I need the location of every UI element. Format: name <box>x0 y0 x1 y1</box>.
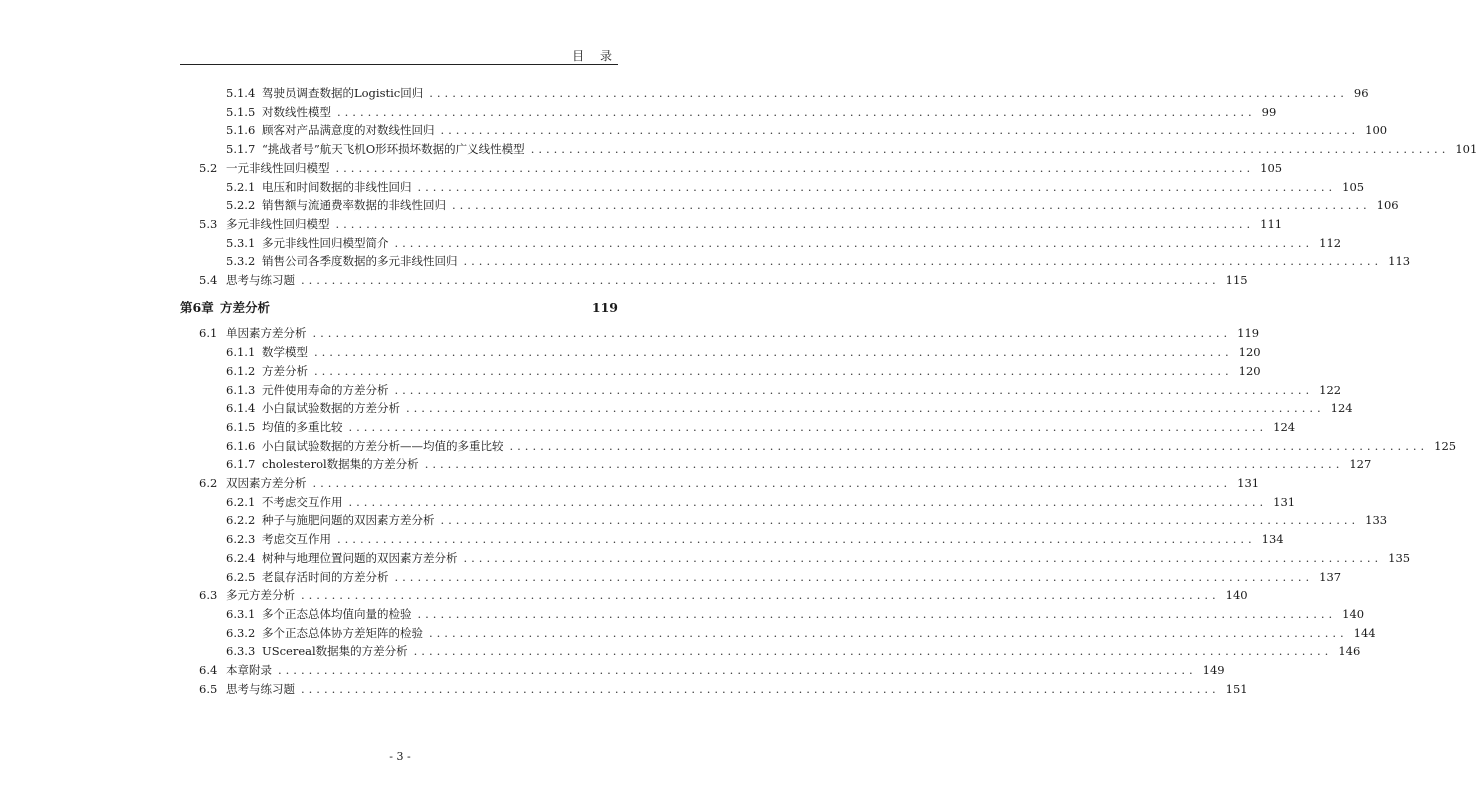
toc-dot-leader: ........................................................................................................................ <box>312 326 1232 341</box>
toc-page-number: 101 <box>1455 142 1477 157</box>
running-head: 目 录 <box>572 49 618 63</box>
toc-dot-leader: ........................................................................................................................ <box>429 625 1348 640</box>
toc-page-number: 125 <box>1434 438 1457 453</box>
toc-subsection-entry[interactable] <box>226 234 1342 252</box>
toc-dot-leader: ........................................................................................................................ <box>314 363 1233 378</box>
toc-dot-leader: ........................................................................................................................ <box>413 644 1333 659</box>
toc-section-entry[interactable] <box>199 324 1260 342</box>
toc-entry-number: 6.4 <box>199 663 218 677</box>
toc-entry-title: 种子与施肥问题的双因素方差分析 <box>262 513 435 528</box>
toc-page-number: 119 <box>1237 326 1260 341</box>
toc-entry-title: “挑战者号”航天飞机O形环损坏数据的广义线性模型 <box>262 142 525 157</box>
toc-entry-number: 6.1.4 <box>226 401 256 416</box>
toc-entry-title: UScereal数据集的方差分析 <box>262 644 408 659</box>
toc-page-number: 131 <box>1273 494 1296 509</box>
toc-entry-number: 6.1.1 <box>226 345 256 360</box>
toc-entry-number: 6.3 <box>199 588 218 603</box>
toc-entry-title: 双因素方差分析 <box>226 476 307 490</box>
toc-dot-leader: ........................................................................................................................ <box>394 569 1314 584</box>
toc-page-number: 105 <box>1342 179 1365 194</box>
toc-dot-leader: ........................................................................................................................ <box>314 345 1233 360</box>
toc-entry-title: 驾驶员调查数据的Logistic回归 <box>262 86 424 100</box>
toc-page-number: 100 <box>1365 123 1388 138</box>
toc-entry-title: 方差分析 <box>262 363 308 378</box>
toc-entry-title: 思考与练习题 <box>226 273 295 287</box>
toc-subsection-entry[interactable] <box>226 399 1353 417</box>
toc-dot-leader: ........................................................................................................................ <box>394 235 1314 250</box>
toc-subsection-entry[interactable] <box>226 624 1376 642</box>
toc-section-entry[interactable] <box>199 159 1283 177</box>
toc-entry-number: 6.2.2 <box>226 513 256 528</box>
toc-entry-title: 数学模型 <box>262 345 308 360</box>
toc-subsection-entry[interactable] <box>226 493 1296 511</box>
toc-subsection-entry[interactable] <box>226 362 1261 380</box>
toc-dot-leader: ........................................................................................................................ <box>463 550 1383 565</box>
toc-page-number: 115 <box>1225 273 1248 287</box>
toc-section-entry[interactable] <box>199 474 1260 492</box>
toc-page-number: 124 <box>1273 419 1296 434</box>
toc-entry-number: 6.2 <box>199 476 218 490</box>
toc-dot-leader: ........................................................................................................................ <box>417 606 1337 621</box>
toc-subsection-entry[interactable] <box>226 605 1365 623</box>
toc-entry-title: 对数线性模型 <box>262 104 331 119</box>
toc-page-number: 140 <box>1342 606 1365 621</box>
toc-entry-number: 6.3.2 <box>226 625 256 640</box>
toc-page-number: 124 <box>1330 401 1353 416</box>
toc-dot-leader: ........................................................................................................................ <box>394 382 1314 397</box>
toc-dot-leader: ........................................................................................................................ <box>301 273 1220 287</box>
toc-page-number: 120 <box>1238 363 1261 378</box>
toc-dot-leader: ........................................................................................................................ <box>348 419 1268 434</box>
toc-page-number: 105 <box>1260 160 1283 175</box>
toc-dot-leader: ........................................................................................................................ <box>440 513 1360 528</box>
toc-page-number: 134 <box>1261 532 1284 547</box>
toc-subsection-entry[interactable] <box>226 121 1388 139</box>
toc-entry-number: 5.2.1 <box>226 179 256 194</box>
toc-entry-number: 6.3.1 <box>226 606 256 621</box>
toc-dot-leader: ........................................................................................................................ <box>335 160 1255 175</box>
toc-dot-leader: ........................................................................................................................ <box>530 142 1450 157</box>
toc-section-entry[interactable] <box>199 586 1248 604</box>
toc-entry-number: 6.2.4 <box>226 550 256 565</box>
toc-subsection-entry[interactable] <box>226 84 1369 102</box>
toc-page-number: 127 <box>1349 457 1372 472</box>
toc-page-number: 119 <box>591 299 618 315</box>
toc-entry-title: 本章附录 <box>226 663 272 677</box>
toc-entry-number: 6.1 <box>199 326 218 341</box>
toc-entry-number: 6.2.5 <box>226 569 256 584</box>
toc-page-number: 140 <box>1225 588 1248 603</box>
toc-subsection-entry[interactable] <box>226 511 1388 529</box>
toc-page-number: 137 <box>1319 569 1342 584</box>
toc-page-number: 113 <box>1388 254 1411 269</box>
toc-subsection-entry[interactable] <box>226 103 1277 121</box>
toc-dot-leader: ........................................................................................................................ <box>424 457 1344 472</box>
toc-entry-number: 6.1.2 <box>226 363 256 378</box>
header-rule <box>180 64 618 65</box>
toc-entry-number: 6.5 <box>199 681 218 696</box>
toc-page-number: 120 <box>1238 345 1261 360</box>
toc-entry-title: 均值的多重比较 <box>262 419 343 434</box>
toc-entry-number: 5.2.2 <box>226 198 256 213</box>
toc-entry-title: 销售公司各季度数据的多元非线性回归 <box>262 254 458 269</box>
toc-entry-number: 5.3.1 <box>226 235 256 250</box>
toc-entry-title: 多元方差分析 <box>226 588 295 603</box>
toc-entry-title: 多个正态总体均值向量的检验 <box>262 606 412 621</box>
toc-entry-title: 不考虑交互作用 <box>262 494 343 509</box>
toc-subsection-entry[interactable] <box>226 343 1261 361</box>
toc-subsection-entry[interactable] <box>226 530 1284 548</box>
toc-dot-leader: ........................................................................................................................ <box>301 588 1220 603</box>
toc-entry-number: 6.3.3 <box>226 644 256 659</box>
toc-page-number: 96 <box>1353 86 1369 100</box>
toc-subsection-entry[interactable] <box>226 568 1342 586</box>
toc-dot-leader: ........................................................................................................................ <box>406 401 1325 416</box>
toc-subsection-entry[interactable] <box>226 549 1411 567</box>
toc-entry-title: 老鼠存活时间的方差分析 <box>262 569 389 584</box>
toc-page-number: 146 <box>1338 644 1361 659</box>
toc-dot-leader: ........................................................................................................................ <box>417 179 1337 194</box>
toc-dot-leader: ........................................................................................................................ <box>463 254 1383 269</box>
toc-entry-title: 考虑交互作用 <box>262 532 331 547</box>
toc-entry-title: 树种与地理位置问题的双因素方差分析 <box>262 550 458 565</box>
toc-entry-number: 6.1.6 <box>226 438 256 453</box>
toc-entry-title: 多个正态总体协方差矩阵的检验 <box>262 625 423 640</box>
toc-page-number: 111 <box>1260 216 1283 231</box>
toc-page-number: 144 <box>1353 625 1376 640</box>
toc-subsection-entry[interactable] <box>226 381 1342 399</box>
toc-dot-leader: ........................................................................................................................ <box>312 476 1232 490</box>
toc-section-entry[interactable] <box>199 661 1225 679</box>
toc-subsection-entry[interactable] <box>226 196 1399 214</box>
toc-entry-number: 5.1.5 <box>226 104 256 119</box>
toc-chapter-number: 第6章 <box>180 299 214 315</box>
toc-dot-leader: ........................................................................................................................ <box>348 494 1268 509</box>
toc-entry-number: 5.3 <box>199 216 218 231</box>
toc-page-number: 131 <box>1237 476 1260 490</box>
toc-entry-number: 5.4 <box>199 273 218 287</box>
page-number: - 3 - <box>389 750 411 763</box>
toc-entry-title: 电压和时间数据的非线性回归 <box>262 179 412 194</box>
toc-subsection-entry[interactable] <box>226 178 1365 196</box>
toc-entry-title: 销售额与流通费率数据的非线性回归 <box>262 198 446 213</box>
toc-dot-leader: ........................................................................................................................ <box>509 438 1429 453</box>
toc-section-entry[interactable] <box>199 215 1283 233</box>
toc-entry-title: 小白鼠试验数据的方差分析 <box>262 401 400 416</box>
toc-entry-title: 多元非线性回归模型简介 <box>262 235 389 250</box>
toc-entry-number: 6.1.5 <box>226 419 256 434</box>
toc-dot-leader: ........................................................................................................................ <box>429 86 1348 100</box>
toc-page-number: 106 <box>1376 198 1399 213</box>
toc-subsection-entry[interactable] <box>226 455 1372 473</box>
toc-entry-number: 5.1.4 <box>226 86 256 100</box>
toc-entry-number: 5.3.2 <box>226 254 256 269</box>
toc-entry-number: 6.2.1 <box>226 494 256 509</box>
toc-entry-title: 思考与练习题 <box>226 681 295 696</box>
toc-dot-leader: ........................................................................................................................ <box>337 532 1256 547</box>
toc-entry-title: 小白鼠试验数据的方差分析——均值的多重比较 <box>262 438 504 453</box>
toc-entry-number: 5.2 <box>199 160 218 175</box>
toc-entry-number: 6.1.7 <box>226 457 256 472</box>
toc-chapter-title: 方差分析 <box>220 299 271 315</box>
toc-subsection-entry[interactable] <box>226 252 1411 270</box>
toc-dot-leader: ........................................................................................................................ <box>278 663 1197 677</box>
toc-section-entry[interactable] <box>199 680 1248 698</box>
toc-section-entry[interactable] <box>199 271 1248 289</box>
toc-entry-title: 元件使用寿命的方差分析 <box>262 382 389 397</box>
toc-page-number: 133 <box>1365 513 1388 528</box>
toc-subsection-entry[interactable] <box>226 418 1296 436</box>
toc-page-number: 112 <box>1319 235 1342 250</box>
toc-page-number: 122 <box>1319 382 1342 397</box>
toc-dot-leader: ........................................................................................................................ <box>337 104 1256 119</box>
toc-page-number: 151 <box>1225 681 1248 696</box>
toc-chapter-heading[interactable] <box>180 298 618 318</box>
toc-entry-number: 6.1.3 <box>226 382 256 397</box>
toc-entry-number: 6.2.3 <box>226 532 256 547</box>
toc-entry-title: 一元非线性回归模型 <box>226 160 330 175</box>
toc-entry-title: cholesterol数据集的方差分析 <box>262 457 419 472</box>
toc-page-number: 149 <box>1202 663 1225 677</box>
toc-entry-title: 单因素方差分析 <box>226 326 307 341</box>
toc-dot-leader: ........................................................................................................................ <box>440 123 1360 138</box>
toc-dot-leader: ........................................................................................................................ <box>452 198 1371 213</box>
toc-entry-title: 顾客对产品满意度的对数线性回归 <box>262 123 435 138</box>
toc-subsection-entry[interactable] <box>226 140 1477 158</box>
toc-entry-number: 5.1.7 <box>226 142 256 157</box>
toc-page-number: 99 <box>1261 104 1277 119</box>
toc-entry-number: 5.1.6 <box>226 123 256 138</box>
toc-page-number: 135 <box>1388 550 1411 565</box>
toc-entry-title: 多元非线性回归模型 <box>226 216 330 231</box>
toc-dot-leader: ........................................................................................................................ <box>335 216 1255 231</box>
toc-dot-leader: ........................................................................................................................ <box>301 681 1220 696</box>
toc-subsection-entry[interactable] <box>226 642 1361 660</box>
toc-subsection-entry[interactable] <box>226 437 1457 455</box>
